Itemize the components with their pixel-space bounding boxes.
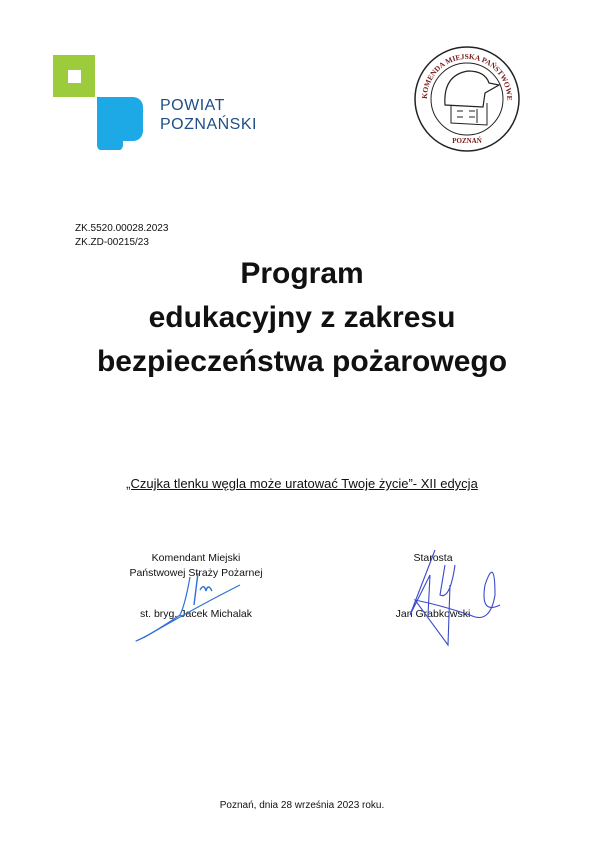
logo-text-line1: POWIAT: [160, 97, 225, 114]
fire-brigade-seal: [413, 45, 521, 153]
program-subtitle: „Czujka tlenku węgla może uratować Twoje życie”- XII edycja: [126, 476, 478, 491]
title-line-3: bezpieczeństwa pożarowego: [96, 345, 508, 378]
powiat-logo: [53, 55, 163, 150]
right-signatory-name: Jan Grabkowski: [395, 608, 471, 620]
title-line-1: Program: [240, 257, 364, 290]
svg-text:POZNAŃ: POZNAŃ: [452, 137, 482, 145]
left-role-line1: Komendant Miejski: [151, 552, 241, 564]
reference-number-1: ZK.5520.00028.2023: [75, 223, 169, 234]
left-role-line2: Państwowej Straży Pożarnej: [129, 567, 263, 579]
right-handwritten-signature-icon: [400, 545, 510, 655]
document-title: [0, 252, 604, 384]
powiat-logo-mark-icon: [53, 55, 163, 150]
place-and-date: Poznań, dnia 28 września 2023 roku.: [219, 800, 385, 811]
right-role: Starosta: [413, 552, 453, 564]
left-signatory-name: st. bryg. Jacek Michalak: [139, 608, 253, 620]
left-handwritten-signature-icon: [130, 565, 250, 645]
logo-text-line2: POZNAŃSKI: [160, 116, 257, 133]
seal-icon: [413, 45, 521, 153]
reference-number-2: ZK.ZD-00215/23: [75, 237, 149, 248]
title-line-2: edukacyjny z zakresu: [148, 301, 456, 334]
svg-text:KOMENDA MIEJSKA PAŃSTWOWEJ STR: KOMENDA MIEJSKA PAŃSTWOWE: [419, 51, 515, 101]
